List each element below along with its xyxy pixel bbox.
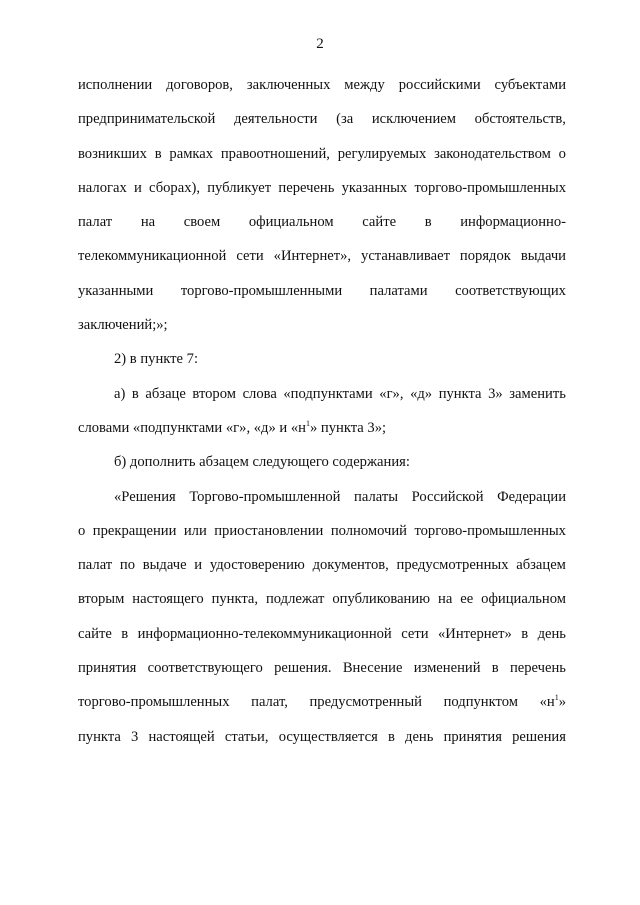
word: официальном	[481, 591, 566, 608]
word: торгово-промышленных	[78, 694, 230, 711]
word: выдаче	[142, 557, 187, 574]
word: российскими	[398, 77, 481, 93]
word: «д»	[410, 385, 433, 402]
text-line	[78, 514, 566, 548]
word: ее	[460, 591, 474, 608]
word: удостоверению	[209, 557, 305, 574]
word: подпунктом	[443, 694, 518, 711]
word: настоящего	[132, 591, 204, 608]
word: предусмотренных	[396, 557, 509, 574]
word: вторым	[78, 591, 125, 608]
word: слова	[242, 385, 277, 402]
word: на	[140, 214, 156, 231]
word: регулируемых	[337, 145, 427, 162]
word: пункта	[438, 385, 482, 402]
word: сборах),	[149, 179, 201, 196]
text-line: б) дополнить абзацем следующего содержания:	[114, 454, 410, 471]
word: обстоятельств,	[474, 111, 566, 128]
word: Торгово-промышленной	[189, 488, 341, 505]
word: принятия	[443, 728, 502, 745]
word: торгово-промышленных	[414, 522, 566, 539]
text-line	[78, 411, 566, 445]
word: торгово-промышленными	[180, 282, 343, 299]
text-line	[78, 685, 566, 719]
word: втором	[192, 385, 236, 402]
word: на	[438, 591, 453, 608]
word: публикует	[207, 179, 272, 196]
word: порядок	[459, 248, 511, 265]
word: и	[194, 557, 203, 574]
word: приостановлении	[214, 522, 324, 539]
word: палаты	[354, 488, 399, 505]
word: сайте	[78, 625, 112, 642]
word: устанавливает	[361, 248, 450, 265]
word: сети	[401, 625, 429, 642]
word: заключенных	[246, 77, 331, 93]
word: о	[558, 145, 566, 162]
word: в	[424, 214, 432, 231]
word: исключением	[371, 111, 457, 128]
word: возникших	[78, 145, 147, 162]
word: палат	[78, 557, 113, 574]
word: палат,	[251, 694, 288, 711]
text-line	[78, 377, 566, 411]
word: законодательством	[434, 145, 551, 162]
word: в	[154, 145, 162, 162]
word: «Интернет»,	[273, 248, 352, 265]
word: подлежат	[266, 591, 325, 608]
list-item-heading: 2) в пункте 7:	[114, 351, 199, 368]
text-fragment: » пункта 3»;	[309, 419, 387, 436]
word: (за	[336, 111, 354, 128]
word: пункта,	[211, 591, 259, 608]
word: правоотношений,	[220, 145, 330, 162]
word: торгово-промышленных	[414, 179, 566, 196]
word: опубликованию	[332, 591, 431, 608]
text-line: заключений;»;	[78, 317, 168, 334]
document-body	[78, 68, 566, 754]
word: своем	[183, 214, 221, 231]
text-fragment: словами «подпунктами «г», «д» и «н	[78, 419, 306, 436]
word: «г»,	[379, 385, 404, 402]
word: день	[537, 625, 566, 642]
word: палат	[78, 214, 113, 231]
word: «Решения	[114, 488, 176, 505]
word: и	[134, 179, 142, 196]
word: абзацем	[516, 557, 566, 574]
word: «Интернет»	[437, 625, 512, 642]
superscript: 1	[554, 693, 559, 703]
word: перечень	[509, 660, 566, 677]
word	[540, 685, 566, 719]
text-line	[78, 205, 566, 239]
superscript: 1	[305, 418, 310, 428]
word: статьи,	[224, 728, 269, 745]
word: предусмотренный	[309, 694, 422, 711]
word: «подпунктами	[283, 385, 373, 402]
word: 3»	[488, 385, 503, 402]
word: по	[119, 557, 136, 574]
word: день	[405, 728, 434, 745]
word: абзаце	[145, 385, 186, 402]
word: официальном	[248, 214, 334, 231]
word: сайте	[362, 214, 397, 231]
word: в	[131, 385, 139, 402]
word: телекоммуникационной	[78, 248, 227, 265]
word: в	[387, 728, 395, 745]
text-line	[78, 239, 566, 273]
word: предпринимательской	[78, 111, 216, 128]
word: между	[344, 77, 385, 93]
text-fragment: »	[558, 694, 566, 711]
text-line	[78, 102, 566, 136]
word: палатами	[369, 282, 428, 299]
word: указанных	[341, 179, 408, 196]
word: выдачи	[520, 248, 566, 265]
word: принятия	[78, 660, 137, 677]
word: документов,	[312, 557, 389, 574]
word: или	[183, 522, 207, 539]
word: а)	[114, 385, 126, 402]
text-line	[78, 68, 566, 102]
word: налогах	[78, 179, 127, 196]
word: прекращении	[92, 522, 177, 539]
word: заменить	[509, 385, 566, 402]
word: решения	[512, 728, 566, 745]
word: информационно-	[460, 214, 566, 231]
word: деятельности	[233, 111, 318, 128]
word: Российской	[411, 488, 484, 505]
text-line	[78, 651, 566, 685]
text-line	[78, 480, 566, 514]
word: соответствующих	[455, 282, 566, 299]
word: соответствующего	[147, 660, 263, 677]
word: договоров,	[166, 77, 233, 93]
word: перечень	[278, 179, 335, 196]
text-fragment: «н	[539, 694, 555, 711]
word: 3	[131, 728, 139, 745]
page-number: 2	[316, 36, 324, 52]
word: информационно-телекоммуникационной	[137, 625, 392, 642]
word: исполнении	[78, 77, 153, 93]
word: полномочий	[330, 522, 407, 539]
word: Федерации	[497, 488, 566, 505]
word: пункта	[78, 728, 121, 745]
word: указанными	[78, 282, 154, 299]
word: субъектами	[494, 77, 566, 93]
word: изменений	[413, 660, 481, 677]
word: рамках	[169, 145, 214, 162]
word: решения.	[274, 660, 332, 677]
text-line	[78, 137, 566, 171]
word: Внесение	[342, 660, 403, 677]
text-line	[78, 171, 566, 205]
text-line	[78, 617, 566, 651]
word: в	[491, 660, 499, 677]
word: в	[121, 625, 129, 642]
word: о	[78, 522, 86, 539]
text-line	[78, 720, 566, 754]
word: осуществляется	[278, 728, 378, 745]
word: настоящей	[148, 728, 215, 745]
text-line	[78, 274, 566, 308]
text-line	[78, 548, 566, 582]
word: в	[521, 625, 529, 642]
text-line	[78, 582, 566, 616]
word: сети	[236, 248, 264, 265]
